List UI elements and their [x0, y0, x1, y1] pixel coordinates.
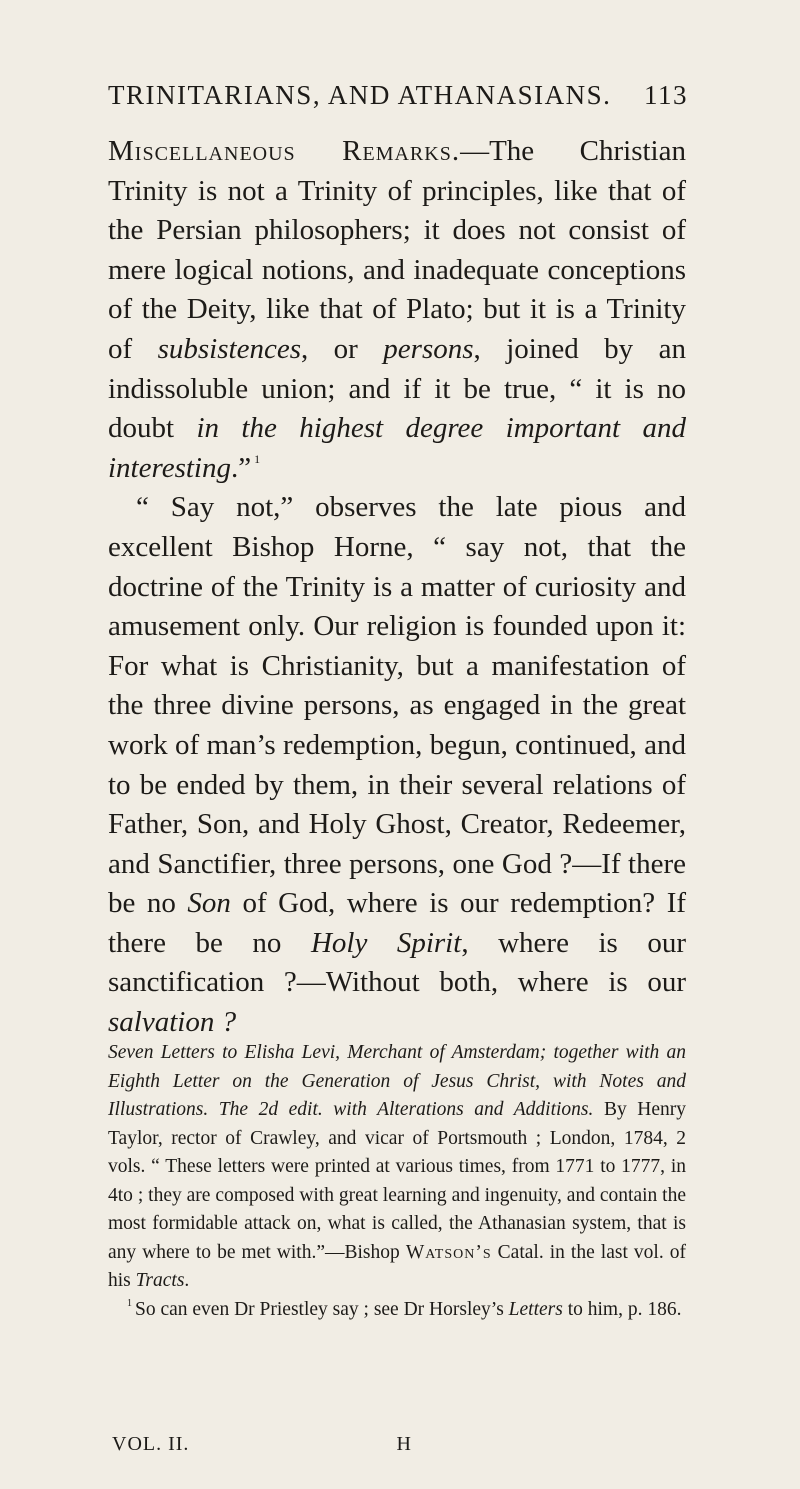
signature-mark: H — [396, 1433, 412, 1455]
text-run: . — [184, 1270, 190, 1291]
italic-run: Seven Letters to Elisha Levi, Merchant of Amsterdam; together with an Eighth Letter on the Generation of Jesus Christ, with Notes and Illustrations. The 2d edit. with Alterations and Additions. — [108, 1042, 686, 1120]
text-run: of God, where is our redemption? If there be no — [108, 887, 687, 959]
footnotes — [108, 1039, 686, 1324]
text-run: , or — [300, 332, 384, 365]
running-header — [108, 80, 688, 111]
small-caps-run: Watson’s — [405, 1241, 492, 1263]
footnote-priestley — [108, 1296, 686, 1325]
italic-run: Son — [187, 887, 231, 920]
footnote-seven-letters — [108, 1039, 686, 1296]
italic-run: persons — [383, 332, 474, 365]
volume-label: VOL. II. — [112, 1433, 190, 1455]
main-text — [108, 132, 686, 1043]
text-run: , where is our sanctification ?—Without both, where is our — [108, 926, 686, 999]
text-run: , joined by an indissoluble union; and if it be true, “ it is no doubt — [108, 332, 686, 445]
italic-run: Letters — [508, 1298, 563, 1320]
paragraph-bishop-horne — [108, 488, 686, 1042]
text-run: Catal. in the last vol. of his — [108, 1241, 686, 1291]
italic-run: salvation ? — [108, 1006, 237, 1039]
text-run: By Henry Taylor, rector of Crawley, and vicar of Portsmouth ; London, 1784, 2 vols. “ These letters were printed at various times, from 1771 to 1777, in 4to ; they are composed with great learning and ingenuity, and contain the most formidable attack on, what is called, the Athanasian system, that is any where to be met with.”—Bishop — [108, 1099, 686, 1263]
text-run: So can even Dr Priestley say ; see Dr Horsley’s — [135, 1298, 509, 1320]
running-title: TRINITARIANS, AND ATHANASIANS. — [108, 80, 612, 110]
section-lead: Miscellaneous Remarks. — [108, 135, 461, 167]
footnote-number: 1 — [127, 1297, 132, 1309]
italic-run: Holy Spirit — [310, 926, 462, 959]
italic-run: in the highest degree important and interesting — [108, 412, 686, 484]
italic-run: subsistences — [157, 332, 301, 365]
page-footer — [112, 1433, 412, 1456]
page-number: 113 — [644, 80, 688, 110]
italic-run: Tracts — [135, 1270, 185, 1291]
text-run: to him, p. 186. — [562, 1298, 682, 1320]
text-run: “ Say not,” observes the late pious and excellent Bishop Horne, “ say not, that the doctrine of the Trinity is a matter of curiosity and amusement only. Our religion is founded upon it: For what is Christianity, but a manifestation of the three divine persons, as engaged in the great work of man’s redemption, begun, continued, and to be ended by them, in their several relations of Father, Son, and Holy Ghost, Creator, Redeemer, and Sanctifier, three persons, one God ?—If there be no — [108, 491, 686, 920]
paragraph-miscellaneous-remarks — [108, 132, 686, 488]
text-run: .” — [230, 451, 252, 484]
text-run: —The Christian Trinity is not a Trinity of principles, like that of the Persian philosophers; it does not consist of mere logical notions, and inadequate conceptions of the Deity, like that of Plato; but it is a Trinity of — [108, 135, 686, 365]
footnote-marker: 1 — [254, 451, 261, 466]
